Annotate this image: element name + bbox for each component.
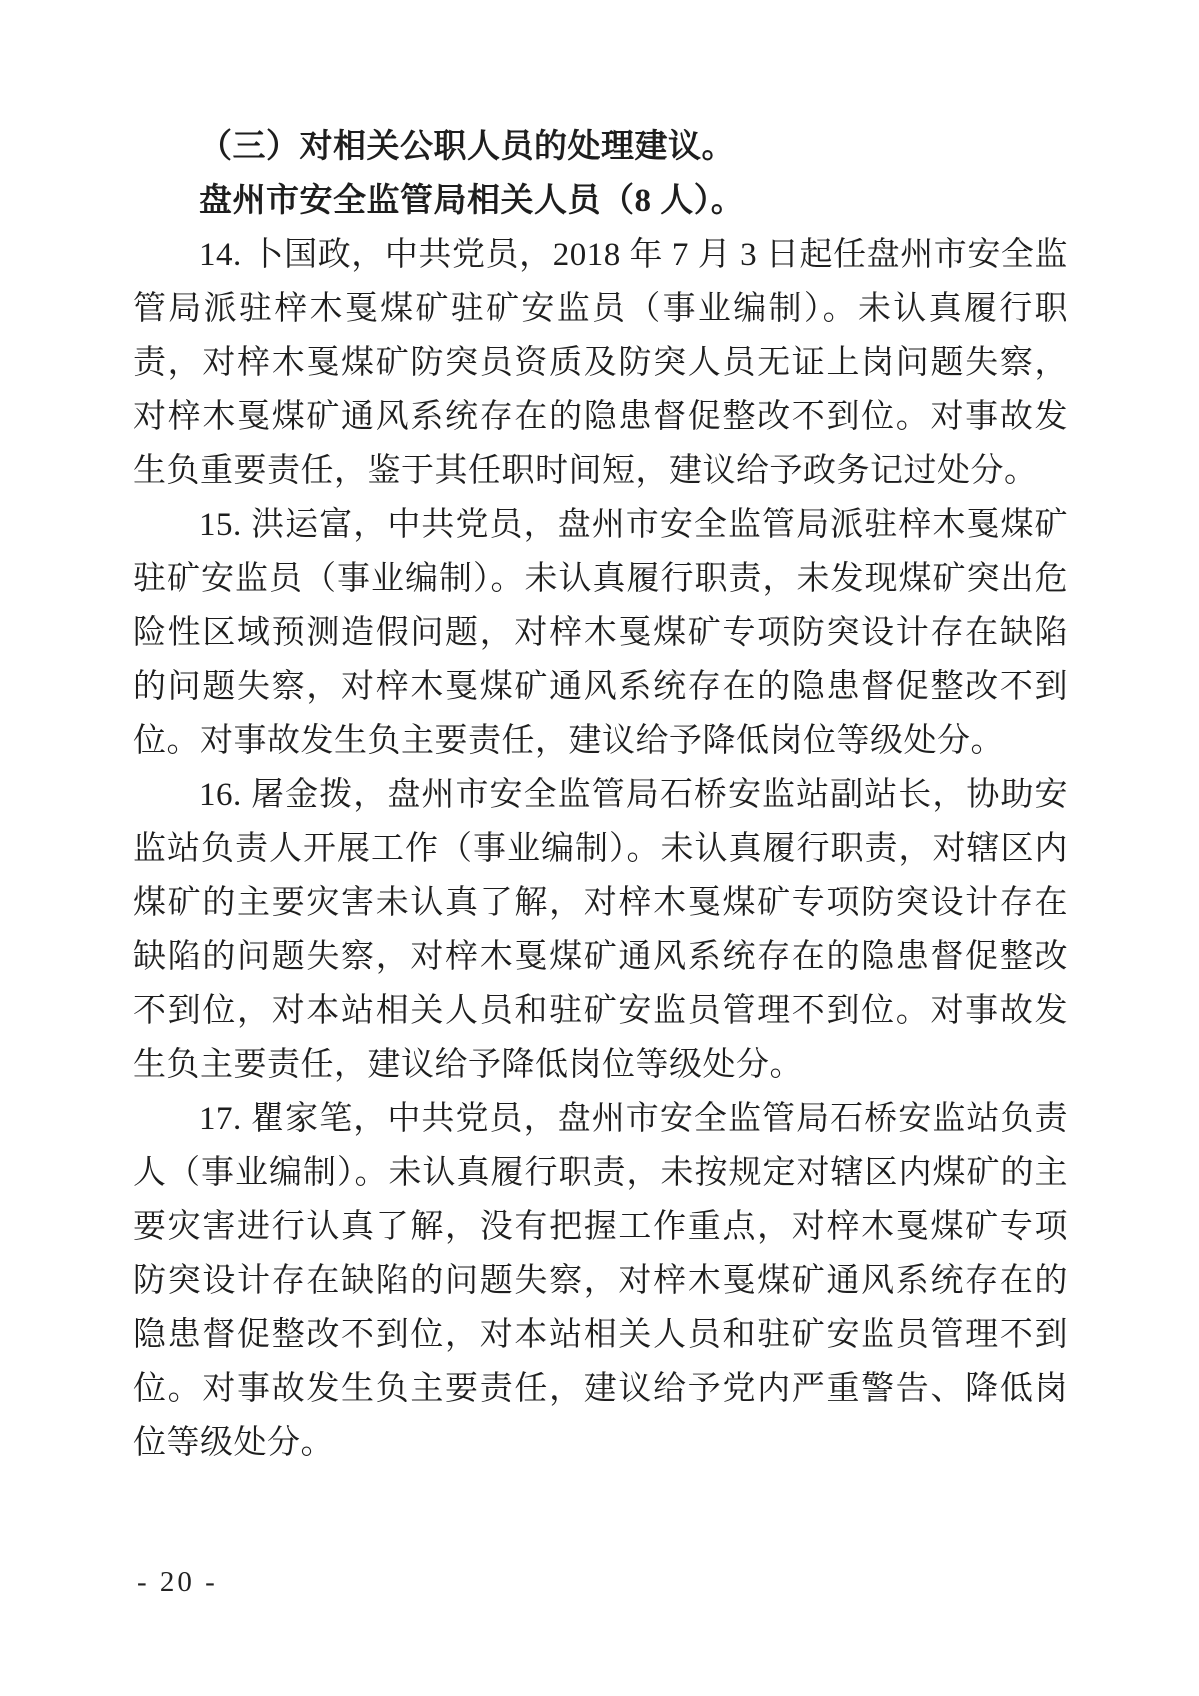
paragraph-item-14: 14. 卜国政，中共党员，2018 年 7 月 3 日起任盘州市安全监管局派驻梓木戛煤矿驻矿安监员（事业编制）。未认真履行职责，对梓木戛煤矿防突员资质及防突人员无证上岗问题失察，对梓木戛煤矿通风系统存在的隐患督促整改不到位。对事故发生负重要责任，鉴于其任职时间短，建议给予政务记过处分。	[133, 237, 1069, 489]
page-number: - 20 -	[137, 1566, 218, 1598]
paragraph-item-15: 15. 洪运富，中共党员，盘州市安全监管局派驻梓木戛煤矿驻矿安监员（事业编制）。未认真履行职责，未发现煤矿突出危险性区域预测造假问题，对梓木戛煤矿专项防突设计存在缺陷的问题失察，对梓木戛煤矿通风系统存在的隐患督促整改不到位。对事故发生负主要责任，建议给予降低岗位等级处分。	[133, 507, 1068, 759]
document-body	[133, 120, 1068, 1470]
paragraph-item-16: 16. 屠金拨，盘州市安全监管局石桥安监站副站长，协助安监站负责人开展工作（事业编制）。未认真履行职责，对辖区内煤矿的主要灾害未认真了解，对梓木戛煤矿专项防突设计存在缺陷的问题失察，对梓木戛煤矿通风系统存在的隐患督促整改不到位，对本站相关人员和驻矿安监员管理不到位。对事故发生负主要责任，建议给予降低岗位等级处分。	[133, 777, 1068, 1083]
section-heading: （三）对相关公职人员的处理建议。	[199, 129, 735, 165]
paragraph-item-17: 17. 瞿家笔，中共党员，盘州市安全监管局石桥安监站负责人（事业编制）。未认真履行职责，未按规定对辖区内煤矿的主要灾害进行认真了解，没有把握工作重点，对梓木戛煤矿专项防突设计存在缺陷的问题失察，对梓木戛煤矿通风系统存在的隐患督促整改不到位，对本站相关人员和驻矿安监员管理不到位。对事故发生负主要责任，建议给予党内严重警告、降低岗位等级处分。	[133, 1101, 1068, 1461]
group-heading: 盘州市安全监管局相关人员（8 人）。	[199, 183, 745, 219]
